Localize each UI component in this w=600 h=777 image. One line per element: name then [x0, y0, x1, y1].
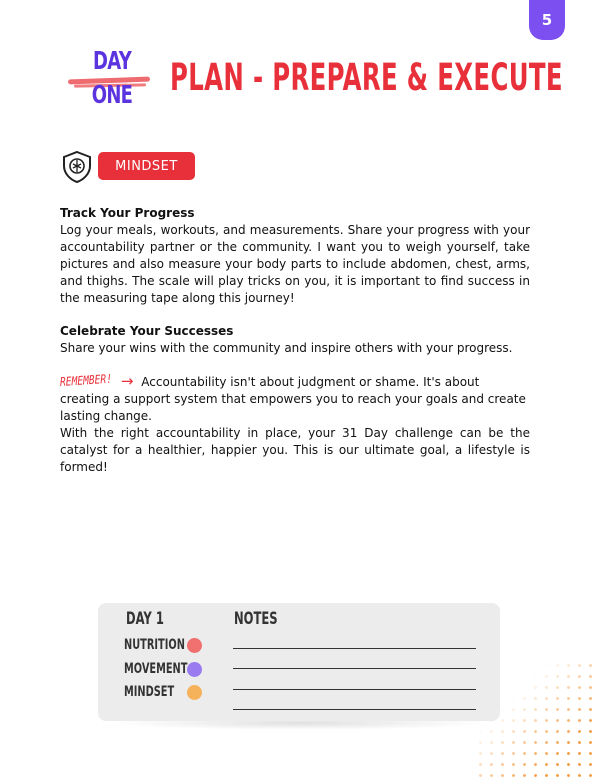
section-heading-track: Track Your Progress	[60, 206, 195, 220]
mindset-badge-label: MINDSET	[115, 158, 178, 174]
main-content	[60, 205, 530, 476]
note-line[interactable]	[233, 668, 476, 669]
arrow-right-icon: →	[120, 372, 134, 390]
mindset-badge	[98, 152, 195, 180]
card-item-movement: MOVEMENT	[124, 661, 188, 677]
remember-label: REMEMBER!	[59, 371, 113, 389]
page-number-tab	[529, 0, 565, 40]
day-one-logo	[66, 46, 152, 118]
movement-dot[interactable]	[187, 662, 202, 677]
day-notes-card	[98, 603, 500, 721]
card-notes-label: NOTES	[234, 609, 278, 629]
page-number: 5	[541, 11, 553, 29]
remember-text-2: With the right accountability in place, your 31 Day challenge can be the catalyst for a healthier, happier you. This is our ultimate goal, a lifestyle is formed!	[60, 426, 530, 474]
remember-paragraph	[60, 373, 530, 425]
nutrition-dot[interactable]	[187, 638, 202, 653]
page-title: PLAN - PREPARE & EXECUTE	[170, 56, 563, 99]
section-body-track: Log your meals, workouts, and measurements. Share your progress with your accountability partner or the community. I want you to weigh yourself, take pictures and also measure your body parts to include abdomen, chest, arms, and thighs. The scale will play tricks on you, it is important to find success in the measuring tape along this journey!	[60, 223, 530, 305]
mindset-dot[interactable]	[187, 685, 202, 700]
note-line[interactable]	[233, 689, 476, 690]
note-line[interactable]	[233, 709, 476, 710]
note-line[interactable]	[233, 648, 476, 649]
card-item-nutrition: NUTRITION	[124, 637, 185, 653]
section-body-celebrate: Share your wins with the community and inspire others with your progress.	[60, 341, 513, 355]
logo-line-day: DAY	[92, 46, 132, 75]
decorative-dots	[475, 660, 600, 777]
section-heading-celebrate: Celebrate Your Successes	[60, 324, 234, 338]
brain-shield-icon	[61, 150, 93, 184]
card-day-label: DAY 1	[126, 609, 164, 629]
card-item-mindset: MINDSET	[124, 684, 175, 700]
remember-text: Accountability isn't about judgment or shame. It's about creating a support system that empowers you to reach your goals and create lasting change.	[60, 375, 526, 423]
logo-line-one: ONE	[91, 80, 133, 109]
